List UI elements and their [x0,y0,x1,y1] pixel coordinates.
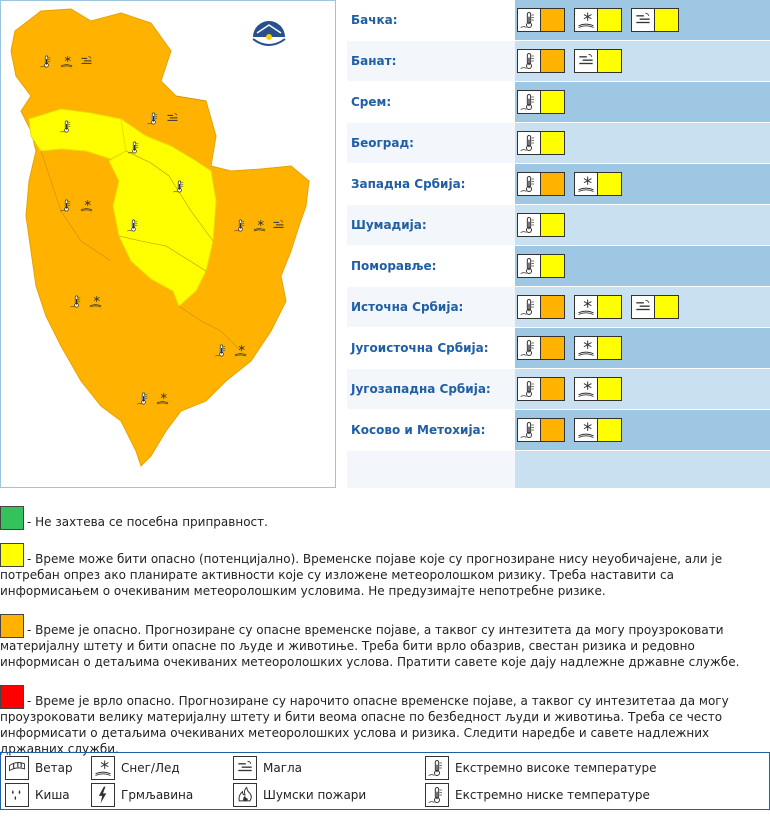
fog-icon [631,295,655,319]
wind-icon [5,756,29,780]
warning-level-orange [541,418,565,442]
icon-legend [0,752,770,810]
region-warnings [515,41,770,81]
snow-ice-icon [574,8,598,32]
warning-level-yellow [598,377,622,401]
region-row-backa [347,0,770,40]
region-row-kosovo-i-metohija [347,410,770,450]
forest-fire-icon [233,783,257,807]
snow-ice-icon [574,336,598,360]
legend-high-temp [425,756,656,780]
thermometer-icon [517,172,541,196]
warning-level-yellow [655,8,679,32]
warning-level-yellow [541,90,565,114]
thermometer-icon [517,254,541,278]
red-swatch [0,685,24,709]
snow-ice-icon [574,418,598,442]
region-row-istocna-srbija [347,287,770,327]
legend-forest-fires [233,783,366,807]
legend-low-temp [425,783,650,807]
warning-level-yellow [541,131,565,155]
warning-level-yellow [541,213,565,237]
serbia-map [1,1,337,489]
region-warnings [515,328,770,368]
region-name[interactable]: Западна Србија: [347,164,515,204]
legend-orange [0,614,770,670]
region-name[interactable]: Југозападна Србија: [347,369,515,409]
thermometer-icon [517,131,541,155]
warning-level-orange [541,49,565,73]
region-row-sumadija [347,205,770,245]
region-warnings [515,82,770,122]
snow-ice-icon [91,756,115,780]
region-row-srem [347,82,770,122]
thermometer-icon [517,90,541,114]
warning-level-orange [541,8,565,32]
snow-ice-icon [574,377,598,401]
thunderstorm-icon [91,783,115,807]
legend-green-text: - Не захтева се посебна приправност. [27,515,268,529]
legend-thunderstorm [91,783,193,807]
orange-swatch [0,614,24,638]
region-name[interactable]: Шумадија: [347,205,515,245]
thermometer-high-icon [425,756,449,780]
warning-level-yellow [598,295,622,319]
legend-low-temp-label: Екстремно ниске температуре [455,788,650,802]
region-row-empty [347,451,770,488]
thermometer-icon [517,418,541,442]
region-name[interactable]: Срем: [347,82,515,122]
region-row-zapadna-srbija [347,164,770,204]
warning-level-yellow [598,172,622,196]
yellow-swatch [0,543,24,567]
region-name[interactable]: Косово и Метохија: [347,410,515,450]
legend-orange-text: - Време је опасно. Прогнозиране су опасне временске појаве, а таквог су интезитета да могу проузроковати материјалну штету и бити опасне по људе и животиње. Треба бити врло обазрив, свестан ризика и редовно информисан о детаљима очекиваних метеоролошких услова. Пратити савете које дају надлежне државне службе. [0,623,740,669]
legend-snow-ice-label: Снег/Лед [121,761,180,775]
warning-level-yellow [598,49,622,73]
region-warnings [515,164,770,204]
rhmz-logo-icon [251,19,287,55]
region-warnings [515,246,770,286]
warning-level-orange [541,295,565,319]
warning-level-yellow [541,254,565,278]
legend-wind [5,756,73,780]
legend-green [0,506,770,530]
legend-rain-label: Киша [35,788,70,802]
region-row-banat [347,41,770,81]
fog-icon [233,756,257,780]
legend-fog-label: Магла [263,761,303,775]
region-name[interactable]: Банат: [347,41,515,81]
legend-yellow-text: - Време може бити опасно (потенцијално). Временске појаве које су прогнозиране нису неуобичајене, али је потребан опрез ако планирате активности које су изложене метеоролошком ризику. Треба наставити са информисањем о очекиваним метеоролошким условима. Не предузимајте непотребне ризике. [0,552,723,598]
green-swatch [0,506,24,530]
warning-level-yellow [598,8,622,32]
legend-forest-fires-label: Шумски пожари [263,788,367,802]
legend-yellow [0,543,770,599]
warning-level-orange [541,377,565,401]
region-row-jugoistocna-srbija [347,328,770,368]
fog-icon [631,8,655,32]
legend-thunderstorm-label: Грмљавина [121,788,194,802]
region-row-jugozapadna-srbija [347,369,770,409]
thermometer-icon [517,49,541,73]
region-name[interactable]: Источна Србија: [347,287,515,327]
fog-icon [574,49,598,73]
warning-level-yellow [598,418,622,442]
warning-level-orange [541,172,565,196]
legend-fog [233,756,302,780]
region-row-pomoravlje [347,246,770,286]
snow-ice-icon [574,295,598,319]
legend-red [0,685,770,757]
warning-level-orange [541,336,565,360]
region-warnings [515,287,770,327]
thermometer-icon [517,295,541,319]
region-name[interactable]: Поморавље: [347,246,515,286]
region-row-beograd [347,123,770,163]
legend-rain [5,783,70,807]
legend-snow-ice [91,756,180,780]
region-warnings [515,0,770,40]
warning-level-yellow [598,336,622,360]
region-name[interactable]: Бачка: [347,0,515,40]
thermometer-low-icon [425,783,449,807]
rain-icon [5,783,29,807]
region-warnings [515,205,770,245]
region-warnings [515,410,770,450]
legend-wind-label: Ветар [35,761,73,775]
snow-ice-icon [574,172,598,196]
legend-red-text: - Време је врло опасно. Прогнозиране су нарочито опасне временске појаве, а таквог су интезитетаа да могу проузроковати велику материјалну штету и бити веома опасне по безбедност људи и животиња. Треба се често информисати о детаљима очекиваних метеоролошких услова и ризика. Следити наредбе и савете надлежних државних служби. [0,694,729,756]
region-name[interactable]: Београд: [347,123,515,163]
region-warnings [515,123,770,163]
region-warning-table [347,0,770,488]
warning-map [0,0,336,488]
region-warnings [515,369,770,409]
thermometer-icon [517,8,541,32]
thermometer-icon [517,213,541,237]
thermometer-icon [517,336,541,360]
thermometer-icon [517,377,541,401]
region-name[interactable]: Југоисточна Србија: [347,328,515,368]
warning-level-yellow [655,295,679,319]
legend-high-temp-label: Екстремно високе температуре [455,761,657,775]
